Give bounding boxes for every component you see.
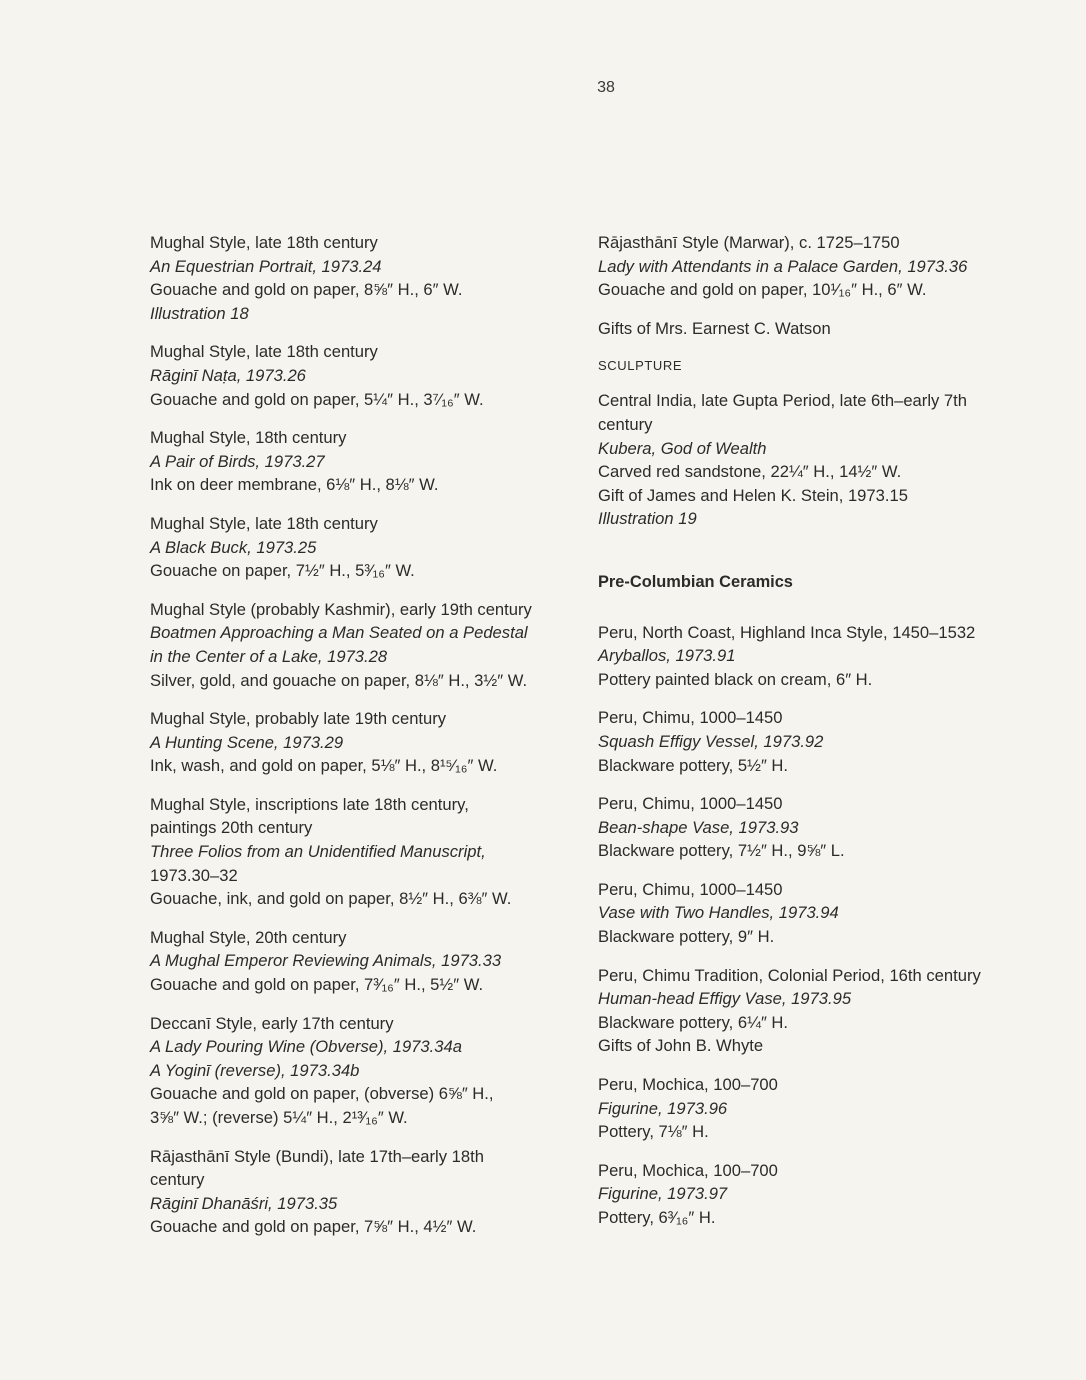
entry-title: Bean-shape Vase, 1973.93 [598, 817, 799, 837]
entry-line: Mughal Style, late 18th century [150, 233, 378, 252]
left-column [150, 231, 580, 1254]
entry-title: A Yoginī (reverse), 1973.34b [150, 1060, 360, 1080]
entry-title: Human-head Effigy Vase, 1973.95 [598, 989, 852, 1009]
entry-title: A Black Buck, 1973.25 [150, 537, 317, 557]
catalog-entry [598, 792, 1043, 863]
entry-line: paintings 20th century [150, 818, 313, 838]
entry-line: Mughal Style, probably late 19th century [150, 709, 447, 729]
catalog-entry [150, 231, 580, 325]
entry-title: Figurine, 1973.96 [598, 1098, 728, 1118]
entry-line: Pottery painted black on cream, 6″ H. [598, 669, 873, 689]
entry-line: Gouache, ink, and gold on paper, 8½″ H., 6⅜″ W. [150, 889, 512, 909]
entry-title: Figurine, 1973.97 [598, 1184, 728, 1204]
entry-line: Carved red sandstone, 22¼″ H., 14½″ W. [598, 462, 902, 482]
entry-line: Blackware pottery, 6¼″ H. [598, 1012, 789, 1032]
catalog-entry [150, 793, 580, 911]
entry-title: Aryballos, 1973.91 [598, 646, 736, 666]
entry-line: Blackware pottery, 7½″ H., 9⅝″ L. [598, 841, 845, 861]
entry-title: A Hunting Scene, 1973.29 [150, 732, 344, 752]
catalog-entry [150, 707, 580, 778]
entry-title: Kubera, God of Wealth [598, 438, 767, 458]
section-heading: Pre-Columbian Ceramics [598, 572, 793, 591]
catalog-entry [598, 706, 1043, 777]
entry-line: Mughal Style (probably Kashmir), early 19th century [150, 599, 532, 619]
entry-line: Central India, late Gupta Period, late 6th–early 7th [598, 391, 967, 411]
entry-line: Gouache and gold on paper, 5¼″ H., 3⁷⁄₁₆″ W. [150, 389, 484, 409]
right-column [598, 231, 1043, 1245]
entry-line: 3⅝″ W.; (reverse) 5¼″ H., 2¹³⁄₁₆″ W. [150, 1108, 408, 1127]
entry-title: Rāginī Dhanāśri, 1973.35 [150, 1193, 338, 1213]
catalog-entry [150, 426, 580, 497]
entry-title: Illustration 19 [598, 509, 697, 529]
entry-line: Peru, Chimu Tradition, Colonial Period, 16th century [598, 965, 981, 985]
entry-line: Gouache and gold on paper, 7³⁄₁₆″ H., 5½″ W. [150, 975, 484, 995]
entry-title: A Mughal Emperor Reviewing Animals, 1973.33 [150, 951, 502, 971]
entry-line: Blackware pottery, 9″ H. [598, 927, 775, 947]
entry-line: Gouache on paper, 7½″ H., 5³⁄₁₆″ W. [150, 561, 415, 581]
entry-line: Ink on deer membrane, 6⅛″ H., 8⅛″ W. [150, 475, 439, 495]
entry-line: Peru, Chimu, 1000–1450 [598, 708, 783, 728]
entry-line: 1973.30–32 [150, 865, 238, 885]
entry-line: Gouache and gold on paper, 10¹⁄₁₆″ H., 6″ W. [598, 280, 927, 300]
entry-line: Peru, North Coast, Highland Inca Style, 1450–1532 [598, 622, 976, 642]
entry-line: Rājasthānī Style (Marwar), c. 1725–1750 [598, 233, 900, 252]
entry-line: Gouache and gold on paper, (obverse) 6⅝″ H., [150, 1084, 494, 1104]
entry-line: Ink, wash, and gold on paper, 5⅛″ H., 8¹⁵⁄₁₆″ W. [150, 756, 498, 776]
ceramics-list [598, 621, 1043, 1230]
entry-line: Peru, Chimu, 1000–1450 [598, 794, 783, 814]
entry-title: Boatmen Approaching a Man Seated on a Pedestal [150, 623, 528, 643]
entry-title: Rāginī Naṭa, 1973.26 [150, 365, 306, 385]
entry-line: Blackware pottery, 5½″ H. [598, 755, 789, 775]
catalog-entry [598, 1073, 1043, 1144]
catalog-entry [150, 512, 580, 583]
entry-line: Gouache and gold on paper, 7⅝″ H., 4½″ W. [150, 1217, 477, 1237]
entry-line: Deccanī Style, early 17th century [150, 1013, 394, 1033]
catalog-entry [598, 389, 1043, 531]
entry-line: Peru, Mochica, 100–700 [598, 1075, 778, 1095]
entry-title: A Lady Pouring Wine (Obverse), 1973.34a [150, 1037, 462, 1057]
section-label-sculpture: SCULPTURE [598, 358, 683, 374]
entry-line: Pottery, 6³⁄₁₆″ H. [598, 1208, 716, 1227]
entry-line: Rājasthānī Style (Bundi), late 17th–early 18th [150, 1146, 484, 1166]
entry-line: Gifts of John B. Whyte [598, 1036, 764, 1056]
entry-line: Mughal Style, 20th century [150, 927, 347, 947]
entry-title: A Pair of Birds, 1973.27 [150, 451, 325, 471]
entry-title: Vase with Two Handles, 1973.94 [598, 903, 839, 923]
entry-line: Peru, Chimu, 1000–1450 [598, 879, 783, 899]
entry-line: Pottery, 7⅛″ H. [598, 1122, 709, 1142]
catalog-entry [598, 231, 1043, 302]
entry-title: Lady with Attendants in a Palace Garden, 1973.36 [598, 256, 968, 276]
entry-line: Mughal Style, late 18th century [150, 513, 378, 533]
entry-line: century [150, 1170, 205, 1190]
entry-line: Mughal Style, inscriptions late 18th century, [150, 794, 469, 814]
entry-line: Gift of James and Helen K. Stein, 1973.15 [598, 485, 908, 505]
entry-line: Silver, gold, and gouache on paper, 8⅛″ H., 3½″ W. [150, 670, 528, 690]
entry-title: Illustration 18 [150, 303, 249, 323]
catalog-entry [150, 598, 580, 692]
catalog-entry [598, 621, 1043, 692]
catalog-entry [598, 878, 1043, 949]
entry-line: Mughal Style, late 18th century [150, 342, 378, 362]
entry-line: Peru, Mochica, 100–700 [598, 1160, 778, 1180]
catalog-entry [598, 1159, 1043, 1230]
entry-title: in the Center of a Lake, 1973.28 [150, 646, 388, 666]
catalog-entry [598, 964, 1043, 1058]
entry-title: Three Folios from an Unidentified Manuscript, [150, 842, 486, 862]
entry-title: An Equestrian Portrait, 1973.24 [150, 256, 382, 276]
catalog-entry [150, 1012, 580, 1130]
entry-title: Squash Effigy Vessel, 1973.92 [598, 731, 824, 751]
page-number: 38 [597, 79, 615, 96]
entry-line: century [598, 414, 653, 434]
entry-line: Gouache and gold on paper, 8⅝″ H., 6″ W. [150, 280, 463, 300]
gift-credit: Gifts of Mrs. Earnest C. Watson [598, 318, 831, 338]
catalog-entry [150, 1145, 580, 1239]
entry-line: Mughal Style, 18th century [150, 428, 347, 448]
catalog-entry [150, 926, 580, 997]
catalog-entry [150, 340, 580, 411]
